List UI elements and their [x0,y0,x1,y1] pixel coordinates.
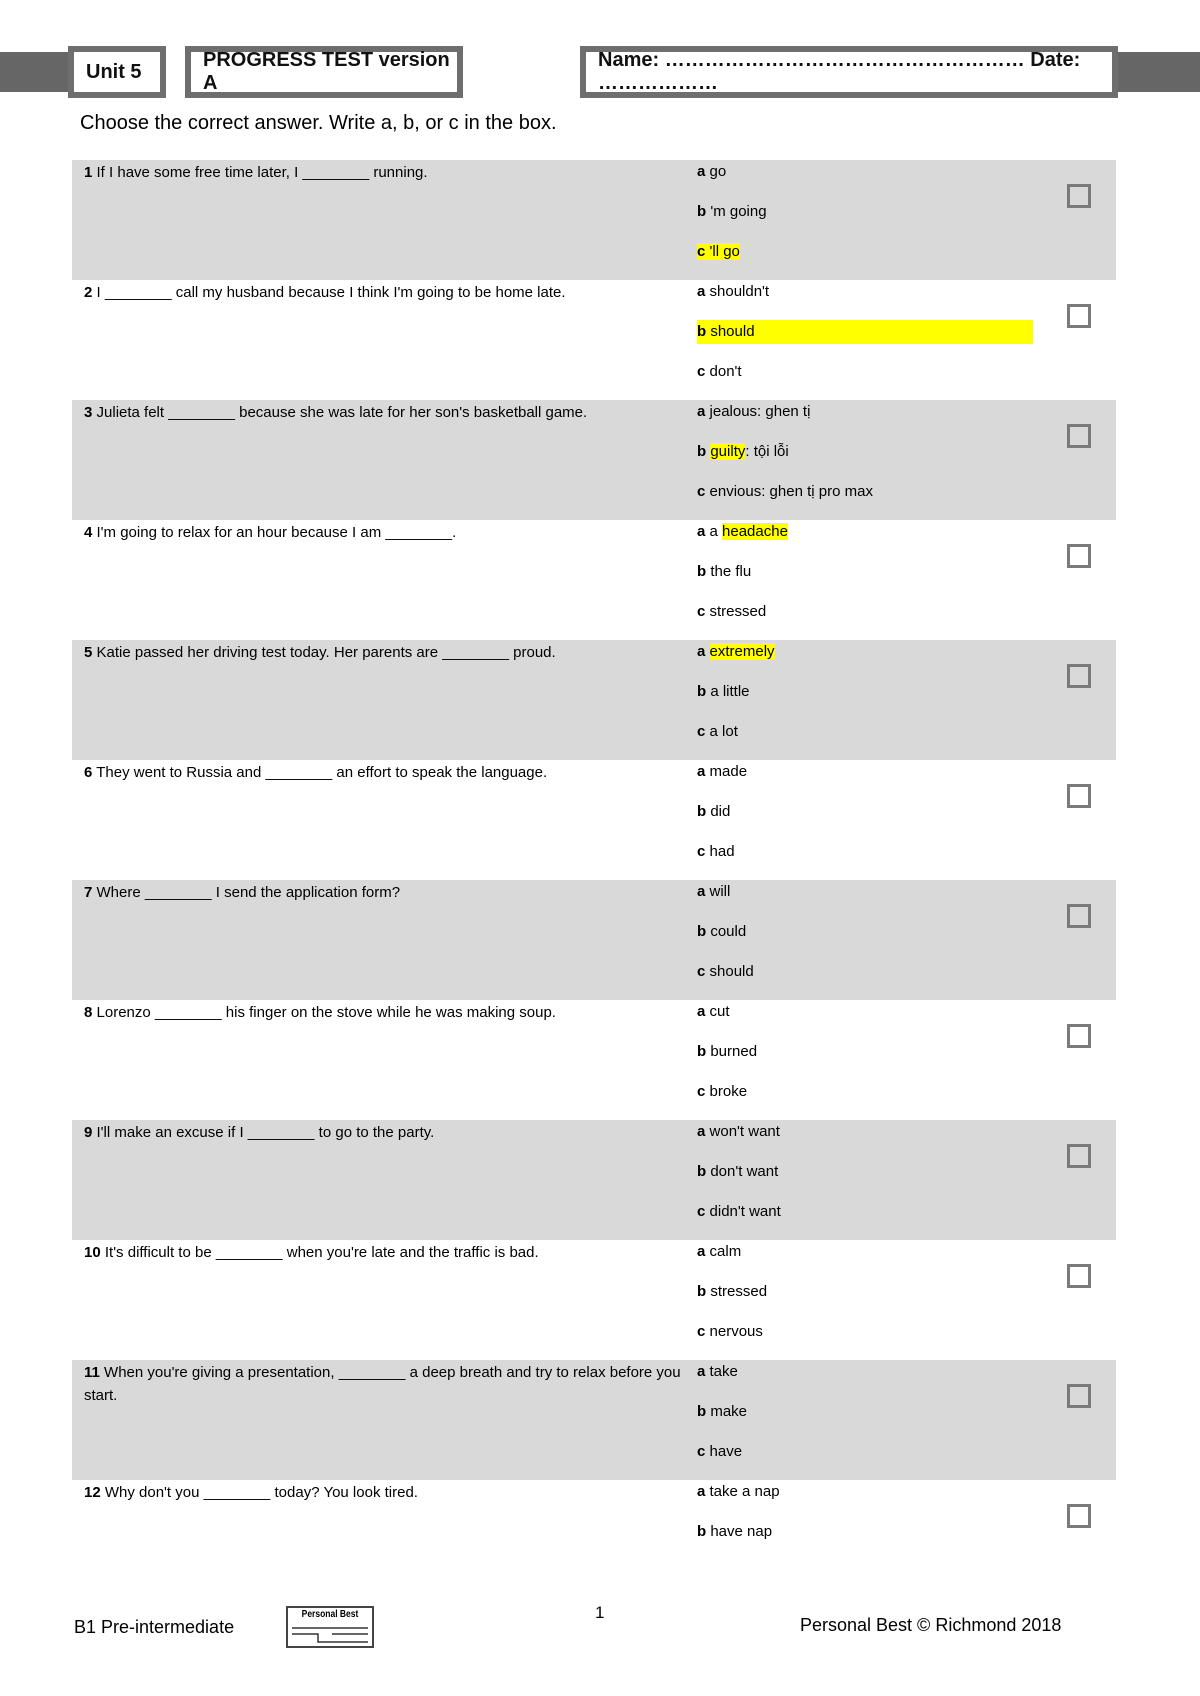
personal-best-logo [286,1606,374,1648]
question-row-10 [72,1240,1116,1360]
logo-stairs-icon [288,1622,372,1648]
option-a: a calm [697,1243,742,1260]
option-b: b burned [697,1043,758,1060]
option-b: b don't want [697,1163,779,1180]
question-row-12 [72,1480,1116,1600]
question-prompt: They went to Russia and ________ an effort to speak the language. [96,764,548,781]
highlighted-answer: headache [722,523,788,540]
header-stripe-right [1116,52,1200,92]
question-text-8 [84,1000,684,1024]
option-a: a won't want [697,1123,780,1140]
option-c: c had [697,843,735,860]
answer-box-9[interactable] [1067,1144,1091,1168]
option-c: c broke [697,1083,748,1100]
question-text-4 [84,520,684,544]
question-number: 7 [84,884,93,901]
option-c [697,240,740,264]
highlighted-answer: extremely [709,643,775,660]
unit-label-text: Unit 5 [86,60,142,83]
question-prompt: Katie passed her driving test today. Her parents are ________ proud. [96,644,556,661]
test-title-text: PROGRESS TEST version A [203,49,450,94]
footer-level: B1 Pre-intermediate [74,1617,235,1637]
question-text-7 [84,880,684,904]
question-text-2 [84,280,684,304]
question-text-12 [84,1480,684,1504]
option-a: a go [697,163,727,180]
option-c: c have [697,1443,743,1460]
unit-label [68,46,166,98]
answer-box-6[interactable] [1067,784,1091,808]
highlighted-answer: b should [697,320,1033,344]
answer-box-1[interactable] [1067,184,1091,208]
question-number: 1 [84,164,93,181]
question-row-1 [72,160,1116,280]
question-row-2 [72,280,1116,400]
question-text-9 [84,1120,684,1144]
question-number: 2 [84,284,93,301]
question-row-11 [72,1360,1116,1480]
option-c: c nervous [697,1323,763,1340]
option-a: a made [697,763,748,780]
test-title [185,46,463,98]
option-c: c should [697,963,754,980]
answer-box-10[interactable] [1067,1264,1091,1288]
question-number: 6 [84,764,93,781]
option-a: a shouldn't [697,283,770,300]
question-prompt: Why don't you ________ today? You look tired. [104,1484,418,1501]
option-c: c didn't want [697,1203,781,1220]
option-c: c don't [697,363,742,380]
question-text-5 [84,640,684,664]
question-text-1 [84,160,684,184]
answer-box-4[interactable] [1067,544,1091,568]
answer-box-3[interactable] [1067,424,1091,448]
question-prompt: I ________ call my husband because I think I'm going to be home late. [96,284,566,301]
option-a: a will [697,883,731,900]
question-prompt: When you're giving a presentation, ________ a deep breath and try to relax before you start. [84,1364,681,1404]
footer-copyright: Personal Best © Richmond 2018 [800,1615,1062,1635]
question-text-10 [84,1240,684,1264]
question-prompt: Lorenzo ________ his finger on the stove while he was making soup. [96,1004,556,1021]
question-row-6 [72,760,1116,880]
highlighted-answer: c 'll go [697,243,740,260]
option-a: a extremely [697,643,775,660]
question-row-8 [72,1000,1116,1120]
question-number: 9 [84,1124,93,1141]
question-prompt: Julieta felt ________ because she was late for her son's basketball game. [96,404,588,421]
question-number: 10 [84,1244,101,1261]
question-number: 5 [84,644,93,661]
name-date-field[interactable] [580,46,1118,98]
question-number: 4 [84,524,93,541]
option-b: b 'm going [697,203,767,220]
option-c: c a lot [697,723,738,740]
option-b: b the flu [697,563,752,580]
question-prompt: If I have some free time later, I ________ running. [96,164,428,181]
option-b: b a little [697,683,750,700]
name-date-text: Name: ……………………………………………… Date: ……………… [598,49,1081,94]
answer-box-8[interactable] [1067,1024,1091,1048]
option-b [697,320,1033,344]
option-a: a a headache [697,523,788,540]
question-text-3 [84,400,684,424]
question-row-5 [72,640,1116,760]
option-a: a take a nap [697,1483,780,1500]
option-b: b could [697,923,747,940]
logo-text: Personal Best [301,1609,359,1620]
answer-box-5[interactable] [1067,664,1091,688]
question-prompt: Where ________ I send the application form? [96,884,401,901]
answer-box-2[interactable] [1067,304,1091,328]
option-b: b stressed [697,1283,768,1300]
option-a: a cut [697,1003,730,1020]
option-c: c stressed [697,603,767,620]
answer-box-7[interactable] [1067,904,1091,928]
answer-box-11[interactable] [1067,1384,1091,1408]
question-text-11 [84,1360,684,1407]
question-row-9 [72,1120,1116,1240]
question-number: 12 [84,1484,101,1501]
option-b: b make [697,1403,748,1420]
question-prompt: I'm going to relax for an hour because I am ________. [96,524,457,541]
option-b: b did [697,803,731,820]
header-stripe-left [0,52,70,92]
instruction: Choose the correct answer. Write a, b, or c in the box. [80,112,557,134]
question-prompt: I'll make an excuse if I ________ to go to the party. [96,1124,435,1141]
option-a: a jealous: ghen tị [697,403,811,420]
answer-box-12[interactable] [1067,1504,1091,1528]
highlighted-answer: guilty [710,443,746,460]
question-prompt: It's difficult to be ________ when you're late and the traffic is bad. [104,1244,539,1261]
page-number: 1 [595,1603,605,1622]
option-b: b have nap [697,1523,773,1540]
question-row-7 [72,880,1116,1000]
option-b: b guilty: tội lỗi [697,443,789,460]
option-a: a take [697,1363,738,1380]
question-number: 3 [84,404,93,421]
question-number: 8 [84,1004,93,1021]
question-row-3 [72,400,1116,520]
question-table [72,160,1116,1600]
question-text-6 [84,760,684,784]
question-number: 11 [84,1364,100,1381]
option-c: c envious: ghen tị pro max [697,483,873,500]
question-row-4 [72,520,1116,640]
